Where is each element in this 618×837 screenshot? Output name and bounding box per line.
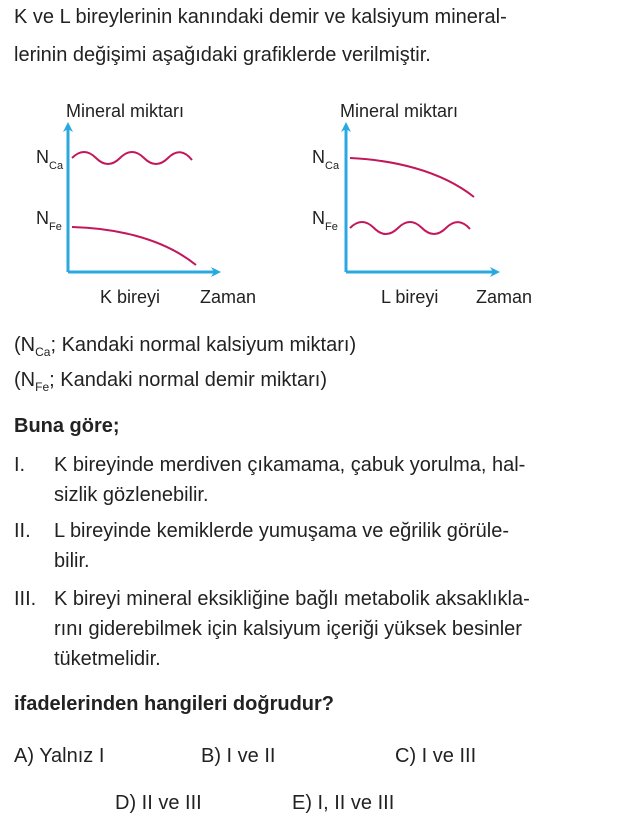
statement-2-line-2: bilir. — [54, 550, 90, 572]
graph-l-ca-curve — [350, 158, 474, 197]
graph-l — [312, 101, 532, 307]
graph-k — [36, 101, 256, 307]
choice-b[interactable]: B) I ve II — [201, 745, 276, 767]
graph-k-ca-label: $N_{Ca}$ — [36, 147, 64, 172]
prompt: Buna göre; — [14, 415, 120, 437]
statement-1 — [14, 450, 604, 510]
graph-k-ca-curve — [72, 152, 192, 164]
statement-1-line-2: sizlik gözlenebilir. — [54, 484, 209, 506]
statement-3-line-3: tüketmelidir. — [54, 648, 161, 670]
statement-1-line-1: K bireyinde merdiven çıkamama, çabuk yorulma, hal- — [54, 454, 526, 476]
graph-l-ca-label: $N_{Ca}$ — [312, 147, 340, 172]
statement-2 — [14, 516, 604, 576]
graph-k-y-axis-label: Mineral miktarı — [66, 101, 185, 121]
graph-l-fe-curve — [350, 222, 470, 234]
graph-l-caption: L bireyi — [381, 287, 439, 307]
choice-c[interactable]: C) I ve III — [395, 745, 477, 767]
statement-3 — [14, 584, 604, 674]
graph-k-x-axis-label: Zaman — [200, 287, 257, 307]
question: ifadelerinden hangileri doğrudur? — [14, 693, 335, 715]
legend-ca: ($N_{Ca}$; Kandaki normal kalsiyum miktarı) — [14, 334, 357, 359]
graph-k-fe-curve — [72, 227, 196, 265]
intro-line-2: lerinin değişimi aşağıdaki grafiklerde verilmiştir. — [14, 44, 431, 66]
intro-line-1: K ve L bireylerinin kanındaki demir ve kalsiyum mineral- — [14, 6, 507, 28]
graph-k-fe-label: $N_{Fe}$ — [36, 208, 62, 233]
choice-d[interactable]: D) II ve III — [115, 792, 202, 814]
graph-k-caption: K bireyi — [100, 287, 161, 307]
statement-3-line-1: K bireyi mineral eksikliğine bağlı metabolik aksaklıkla- — [54, 588, 530, 610]
statement-3-number: III. — [14, 588, 37, 610]
statement-2-number: II. — [14, 520, 31, 542]
statement-3-line-2: rını giderebilmek için kalsiyum içeriği yüksek besinler — [54, 618, 522, 640]
graphs — [0, 0, 618, 320]
statement-1-number: I. — [14, 454, 26, 476]
graph-l-fe-label: $N_{Fe}$ — [312, 208, 338, 233]
statement-2-line-1: L bireyinde kemiklerde yumuşama ve eğrilik görüle- — [54, 520, 510, 542]
choice-e[interactable]: E) I, II ve III — [292, 792, 395, 814]
graph-l-x-axis-label: Zaman — [476, 287, 533, 307]
choice-a[interactable]: A) Yalnız I — [14, 745, 105, 767]
graph-l-y-axis-label: Mineral miktarı — [340, 101, 459, 121]
legend-fe: ($N_{Fe}$; Kandaki normal demir miktarı) — [14, 369, 327, 394]
